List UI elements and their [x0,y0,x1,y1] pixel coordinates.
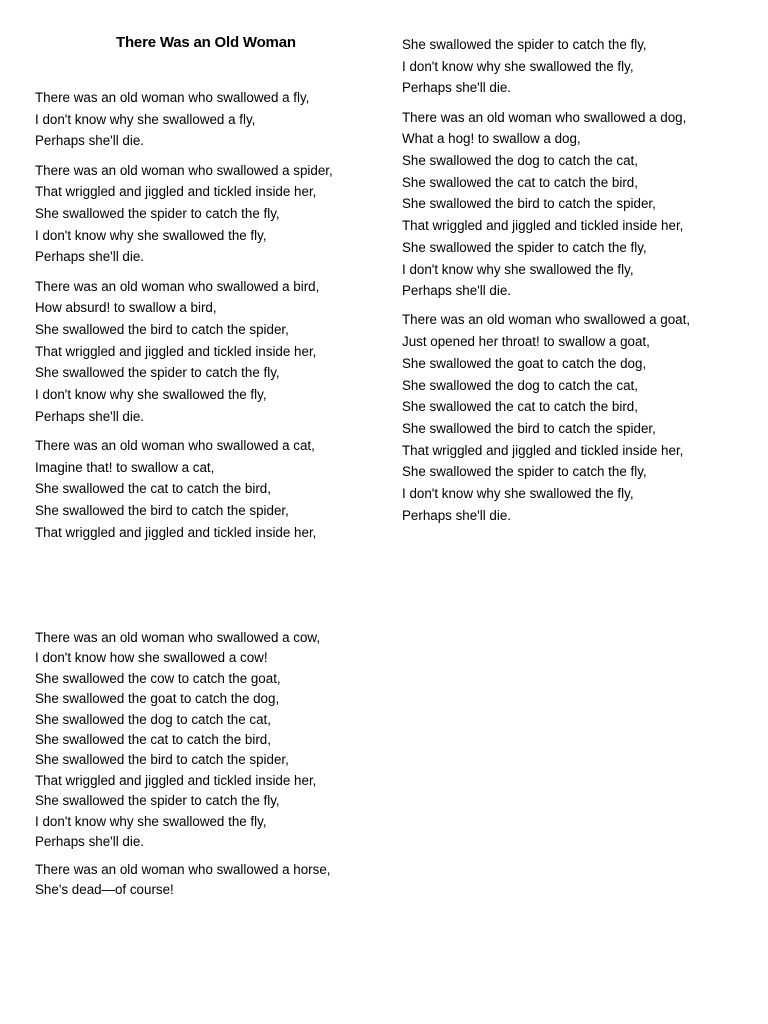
verse-line: I don't know how she swallowed a cow! [35,650,268,666]
verse-line: Perhaps she'll die. [402,507,512,523]
verse-line: What a hog! to swallow a dog, [402,131,581,147]
verse-line: There was an old woman who swallowed a bird, [35,278,320,294]
stanza [35,860,375,901]
verse-line: There was an old woman who swallowed a dog, [402,109,687,125]
verse-line: How absurd! to swallow a bird, [35,300,217,316]
verse-line: She swallowed the cow to catch the goat, [35,670,281,686]
verse-line: That wriggled and jiggled and tickled inside her, [35,524,317,540]
verse-line: She swallowed the bird to catch the spider, [402,196,656,212]
stanza [35,87,375,152]
verse-line: That wriggled and jiggled and tickled inside her, [402,218,684,234]
verse-line: There was an old woman who swallowed a goat, [402,312,691,328]
verse-line: That wriggled and jiggled and tickled inside her, [35,343,317,359]
verse-line: Perhaps she'll die. [35,249,145,265]
verse-line: She swallowed the dog to catch the cat, [35,711,271,727]
stanza [35,628,375,852]
verse-line: She swallowed the spider to catch the fly, [35,206,280,222]
verse-line: She swallowed the dog to catch the cat, [402,153,638,169]
stanza [402,107,742,302]
verse-line: There was an old woman who swallowed a cat, [35,438,315,454]
verse-line: There was an old woman who swallowed a fly, [35,90,310,105]
verse-line: She swallowed the bird to catch the spider, [35,752,289,768]
verse-line: That wriggled and jiggled and tickled inside her, [402,442,684,458]
verse-line: Just opened her throat! to swallow a goat, [402,334,650,350]
stanza [402,34,742,99]
right-column [402,34,742,534]
verse-line: That wriggled and jiggled and tickled inside her, [35,772,317,788]
left-column-top [35,87,375,551]
verse-line: She swallowed the bird to catch the spider, [35,503,289,519]
verse-line: She swallowed the bird to catch the spider, [35,322,289,338]
verse-line: She swallowed the goat to catch the dog, [402,355,647,371]
verse-line: There was an old woman who swallowed a spider, [35,162,333,178]
verse-line: Perhaps she'll die. [35,133,145,149]
verse-line: I don't know why she swallowed a fly, [35,111,256,127]
verse-line: I don't know why she swallowed the fly, [35,227,267,243]
verse-line: There was an old woman who swallowed a horse, [35,861,331,877]
verse-line: She swallowed the cat to catch the bird, [35,481,271,497]
verse-line: She's dead—of course! [35,882,174,898]
verse-line: She swallowed the cat to catch the bird, [402,399,638,415]
stanza [402,309,742,526]
verse-line: I don't know why she swallowed the fly, [35,387,267,403]
stanza [35,435,375,544]
verse-line: I don't know why she swallowed the fly, [402,486,634,502]
verse-line: Imagine that! to swallow a cat, [35,459,215,475]
verse-line: Perhaps she'll die. [402,283,512,299]
verse-line: I don't know why she swallowed the fly, [402,58,634,74]
verse-line: She swallowed the spider to catch the fly, [402,37,647,52]
verse-line: That wriggled and jiggled and tickled inside her, [35,184,317,200]
verse-line: Perhaps she'll die. [35,408,145,424]
verse-line: She swallowed the cat to catch the bird, [35,732,271,748]
verse-line: She swallowed the dog to catch the cat, [402,377,638,393]
stanza [35,160,375,269]
stanza [35,276,375,428]
verse-line: I don't know why she swallowed the fly, [402,261,634,277]
verse-line: Perhaps she'll die. [35,834,145,850]
verse-line: She swallowed the cat to catch the bird, [402,174,638,190]
verse-line: She swallowed the bird to catch the spider, [402,420,656,436]
verse-line: She swallowed the goat to catch the dog, [35,691,280,707]
verse-line: She swallowed the spider to catch the fly, [35,793,280,809]
left-column-bottom [35,628,375,908]
verse-line: She swallowed the spider to catch the fly, [402,464,647,480]
verse-line: She swallowed the spider to catch the fly, [35,365,280,381]
verse-line: There was an old woman who swallowed a cow, [35,630,321,645]
verse-line: Perhaps she'll die. [402,80,512,96]
poem-title: There Was an Old Woman [116,34,296,51]
verse-line: She swallowed the spider to catch the fly, [402,239,647,255]
verse-line: I don't know why she swallowed the fly, [35,813,267,829]
